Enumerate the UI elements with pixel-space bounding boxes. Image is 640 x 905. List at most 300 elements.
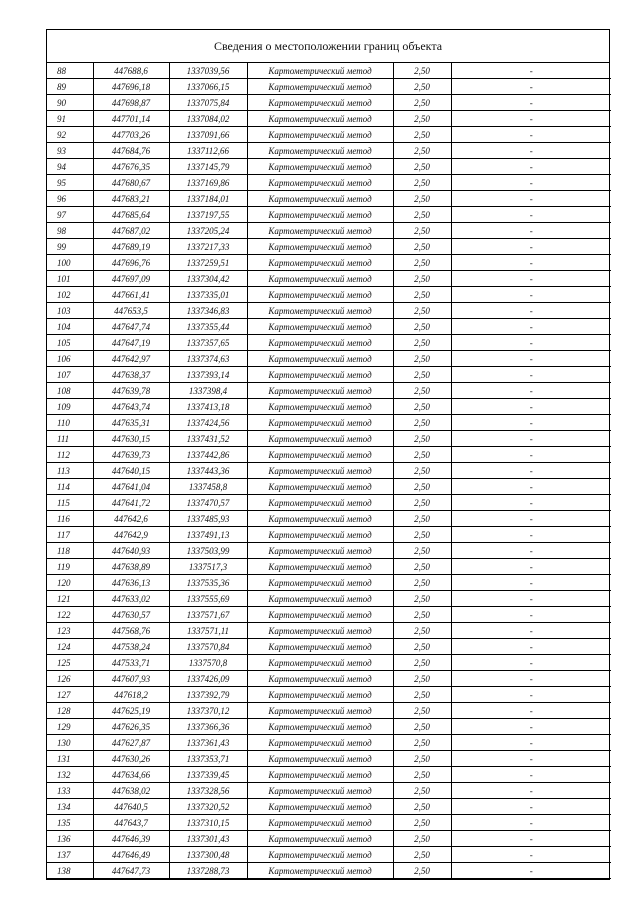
coord-x-cell: 447642,9 (93, 527, 169, 543)
table-row (47, 575, 611, 591)
description-cell: - (451, 159, 611, 175)
accuracy-cell: 2,50 (393, 703, 451, 719)
table-row (47, 511, 611, 527)
coord-y-cell: 1337310,15 (169, 815, 247, 831)
accuracy-cell: 2,50 (393, 863, 451, 879)
coord-y-cell: 1337535,36 (169, 575, 247, 591)
table-row (47, 607, 611, 623)
coord-x-cell: 447641,72 (93, 495, 169, 511)
description-cell: - (451, 207, 611, 223)
point-number-cell: 135 (47, 815, 93, 831)
coord-y-cell: 1337503,99 (169, 543, 247, 559)
method-cell: Картометрический метод (247, 719, 393, 735)
coord-y-cell: 1337357,65 (169, 335, 247, 351)
point-number-cell: 105 (47, 335, 93, 351)
description-cell: - (451, 639, 611, 655)
coord-y-cell: 1337217,33 (169, 239, 247, 255)
accuracy-cell: 2,50 (393, 239, 451, 255)
table-row (47, 591, 611, 607)
accuracy-cell: 2,50 (393, 815, 451, 831)
coord-y-cell: 1337197,55 (169, 207, 247, 223)
point-number-cell: 132 (47, 767, 93, 783)
coord-y-cell: 1337066,15 (169, 79, 247, 95)
coord-x-cell: 447687,02 (93, 223, 169, 239)
point-number-cell: 136 (47, 831, 93, 847)
point-number-cell: 131 (47, 751, 93, 767)
coord-y-cell: 1337555,69 (169, 591, 247, 607)
method-cell: Картометрический метод (247, 319, 393, 335)
coord-y-cell: 1337339,45 (169, 767, 247, 783)
accuracy-cell: 2,50 (393, 415, 451, 431)
table-row (47, 207, 611, 223)
coord-y-cell: 1337112,66 (169, 143, 247, 159)
table-row (47, 175, 611, 191)
description-cell: - (451, 767, 611, 783)
coord-x-cell: 447689,19 (93, 239, 169, 255)
point-number-cell: 116 (47, 511, 93, 527)
coord-x-cell: 447625,19 (93, 703, 169, 719)
description-cell: - (451, 463, 611, 479)
description-cell: - (451, 287, 611, 303)
method-cell: Картометрический метод (247, 95, 393, 111)
description-cell: - (451, 511, 611, 527)
description-cell: - (451, 255, 611, 271)
point-number-cell: 112 (47, 447, 93, 463)
accuracy-cell: 2,50 (393, 383, 451, 399)
point-number-cell: 104 (47, 319, 93, 335)
point-number-cell: 121 (47, 591, 93, 607)
point-number-cell: 122 (47, 607, 93, 623)
method-cell: Картометрический метод (247, 463, 393, 479)
table-row (47, 287, 611, 303)
description-cell: - (451, 127, 611, 143)
coord-y-cell: 1337084,02 (169, 111, 247, 127)
coord-y-cell: 1337320,52 (169, 799, 247, 815)
accuracy-cell: 2,50 (393, 831, 451, 847)
table-row (47, 559, 611, 575)
accuracy-cell: 2,50 (393, 639, 451, 655)
method-cell: Картометрический метод (247, 111, 393, 127)
description-cell: - (451, 831, 611, 847)
coord-y-cell: 1337328,56 (169, 783, 247, 799)
point-number-cell: 138 (47, 863, 93, 879)
table-row (47, 479, 611, 495)
coord-y-cell: 1337392,79 (169, 687, 247, 703)
description-cell: - (451, 239, 611, 255)
description-cell: - (451, 479, 611, 495)
method-cell: Картометрический метод (247, 655, 393, 671)
table-row (47, 223, 611, 239)
accuracy-cell: 2,50 (393, 319, 451, 335)
method-cell: Картометрический метод (247, 671, 393, 687)
accuracy-cell: 2,50 (393, 735, 451, 751)
accuracy-cell: 2,50 (393, 687, 451, 703)
point-number-cell: 89 (47, 79, 93, 95)
point-number-cell: 111 (47, 431, 93, 447)
point-number-cell: 118 (47, 543, 93, 559)
coord-x-cell: 447647,19 (93, 335, 169, 351)
description-cell: - (451, 447, 611, 463)
table-row (47, 271, 611, 287)
coord-x-cell: 447640,93 (93, 543, 169, 559)
accuracy-cell: 2,50 (393, 799, 451, 815)
method-cell: Картометрический метод (247, 127, 393, 143)
table-row (47, 863, 611, 879)
method-cell: Картометрический метод (247, 559, 393, 575)
accuracy-cell: 2,50 (393, 127, 451, 143)
description-cell: - (451, 575, 611, 591)
coord-y-cell: 1337393,14 (169, 367, 247, 383)
method-cell: Картометрический метод (247, 639, 393, 655)
method-cell: Картометрический метод (247, 623, 393, 639)
method-cell: Картометрический метод (247, 703, 393, 719)
coord-x-cell: 447646,49 (93, 847, 169, 863)
accuracy-cell: 2,50 (393, 447, 451, 463)
method-cell: Картометрический метод (247, 591, 393, 607)
description-cell: - (451, 415, 611, 431)
coord-x-cell: 447638,37 (93, 367, 169, 383)
point-number-cell: 123 (47, 623, 93, 639)
accuracy-cell: 2,50 (393, 575, 451, 591)
table-row (47, 703, 611, 719)
accuracy-cell: 2,50 (393, 671, 451, 687)
table-row (47, 127, 611, 143)
method-cell: Картометрический метод (247, 63, 393, 79)
point-number-cell: 106 (47, 351, 93, 367)
table-row (47, 255, 611, 271)
coord-x-cell: 447607,93 (93, 671, 169, 687)
coord-x-cell: 447661,41 (93, 287, 169, 303)
table-row (47, 847, 611, 863)
coord-y-cell: 1337431,52 (169, 431, 247, 447)
coord-y-cell: 1337571,67 (169, 607, 247, 623)
coord-y-cell: 1337491,13 (169, 527, 247, 543)
accuracy-cell: 2,50 (393, 367, 451, 383)
coord-x-cell: 447568,76 (93, 623, 169, 639)
table-row (47, 63, 611, 79)
coord-x-cell: 447685,64 (93, 207, 169, 223)
coord-y-cell: 1337346,83 (169, 303, 247, 319)
coord-x-cell: 447676,35 (93, 159, 169, 175)
coord-y-cell: 1337442,86 (169, 447, 247, 463)
accuracy-cell: 2,50 (393, 751, 451, 767)
coord-x-cell: 447642,6 (93, 511, 169, 527)
table-row (47, 335, 611, 351)
coord-y-cell: 1337301,43 (169, 831, 247, 847)
accuracy-cell: 2,50 (393, 495, 451, 511)
description-cell: - (451, 799, 611, 815)
table-row (47, 495, 611, 511)
point-number-cell: 99 (47, 239, 93, 255)
coord-y-cell: 1337413,18 (169, 399, 247, 415)
table-row (47, 367, 611, 383)
coord-y-cell: 1337169,86 (169, 175, 247, 191)
table-row (47, 783, 611, 799)
point-number-cell: 134 (47, 799, 93, 815)
point-number-cell: 126 (47, 671, 93, 687)
point-number-cell: 127 (47, 687, 93, 703)
accuracy-cell: 2,50 (393, 655, 451, 671)
point-number-cell: 133 (47, 783, 93, 799)
method-cell: Картометрический метод (247, 527, 393, 543)
coord-y-cell: 1337398,4 (169, 383, 247, 399)
method-cell: Картометрический метод (247, 79, 393, 95)
coord-x-cell: 447640,15 (93, 463, 169, 479)
coord-y-cell: 1337205,24 (169, 223, 247, 239)
description-cell: - (451, 735, 611, 751)
method-cell: Картометрический метод (247, 271, 393, 287)
accuracy-cell: 2,50 (393, 95, 451, 111)
table-row (47, 143, 611, 159)
accuracy-cell: 2,50 (393, 399, 451, 415)
coord-y-cell: 1337304,42 (169, 271, 247, 287)
method-cell: Картометрический метод (247, 239, 393, 255)
table-row (47, 751, 611, 767)
coord-x-cell: 447653,5 (93, 303, 169, 319)
point-number-cell: 92 (47, 127, 93, 143)
method-cell: Картометрический метод (247, 495, 393, 511)
point-number-cell: 117 (47, 527, 93, 543)
description-cell: - (451, 863, 611, 879)
table-row (47, 543, 611, 559)
accuracy-cell: 2,50 (393, 335, 451, 351)
method-cell: Картометрический метод (247, 383, 393, 399)
description-cell: - (451, 719, 611, 735)
point-number-cell: 96 (47, 191, 93, 207)
coord-x-cell: 447701,14 (93, 111, 169, 127)
table-title: Сведения о местоположении границ объекта (47, 30, 609, 63)
table-row (47, 671, 611, 687)
accuracy-cell: 2,50 (393, 511, 451, 527)
table-row (47, 527, 611, 543)
description-cell: - (451, 431, 611, 447)
table-row (47, 79, 611, 95)
description-cell: - (451, 527, 611, 543)
coord-x-cell: 447647,73 (93, 863, 169, 879)
coord-x-cell: 447626,35 (93, 719, 169, 735)
table-row (47, 687, 611, 703)
coord-x-cell: 447638,89 (93, 559, 169, 575)
table-row (47, 383, 611, 399)
description-cell: - (451, 751, 611, 767)
coord-x-cell: 447680,67 (93, 175, 169, 191)
coord-y-cell: 1337517,3 (169, 559, 247, 575)
point-number-cell: 93 (47, 143, 93, 159)
point-number-cell: 124 (47, 639, 93, 655)
description-cell: - (451, 95, 611, 111)
method-cell: Картометрический метод (247, 687, 393, 703)
point-number-cell: 90 (47, 95, 93, 111)
method-cell: Картометрический метод (247, 751, 393, 767)
method-cell: Картометрический метод (247, 351, 393, 367)
coord-y-cell: 1337353,71 (169, 751, 247, 767)
table-row (47, 399, 611, 415)
coord-x-cell: 447635,31 (93, 415, 169, 431)
description-cell: - (451, 703, 611, 719)
coord-y-cell: 1337443,36 (169, 463, 247, 479)
table-row (47, 431, 611, 447)
table-row (47, 623, 611, 639)
description-cell: - (451, 815, 611, 831)
accuracy-cell: 2,50 (393, 591, 451, 607)
accuracy-cell: 2,50 (393, 63, 451, 79)
coord-x-cell: 447618,2 (93, 687, 169, 703)
table-row (47, 831, 611, 847)
accuracy-cell: 2,50 (393, 175, 451, 191)
point-number-cell: 137 (47, 847, 93, 863)
description-cell: - (451, 543, 611, 559)
coord-x-cell: 447698,87 (93, 95, 169, 111)
table-row (47, 191, 611, 207)
description-cell: - (451, 191, 611, 207)
coord-y-cell: 1337184,01 (169, 191, 247, 207)
description-cell: - (451, 783, 611, 799)
accuracy-cell: 2,50 (393, 191, 451, 207)
method-cell: Картометрический метод (247, 783, 393, 799)
accuracy-cell: 2,50 (393, 783, 451, 799)
point-number-cell: 101 (47, 271, 93, 287)
description-cell: - (451, 351, 611, 367)
point-number-cell: 113 (47, 463, 93, 479)
method-cell: Картометрический метод (247, 431, 393, 447)
coord-x-cell: 447639,73 (93, 447, 169, 463)
method-cell: Картометрический метод (247, 143, 393, 159)
description-cell: - (451, 319, 611, 335)
accuracy-cell: 2,50 (393, 463, 451, 479)
point-number-cell: 109 (47, 399, 93, 415)
coord-x-cell: 447641,04 (93, 479, 169, 495)
point-number-cell: 130 (47, 735, 93, 751)
description-cell: - (451, 399, 611, 415)
accuracy-cell: 2,50 (393, 143, 451, 159)
table-row (47, 239, 611, 255)
coord-y-cell: 1337091,66 (169, 127, 247, 143)
point-number-cell: 97 (47, 207, 93, 223)
point-number-cell: 120 (47, 575, 93, 591)
point-number-cell: 107 (47, 367, 93, 383)
coord-y-cell: 1337570,8 (169, 655, 247, 671)
point-number-cell: 115 (47, 495, 93, 511)
method-cell: Картометрический метод (247, 255, 393, 271)
coord-x-cell: 447627,87 (93, 735, 169, 751)
method-cell: Картометрический метод (247, 847, 393, 863)
coord-x-cell: 447684,76 (93, 143, 169, 159)
coord-x-cell: 447643,7 (93, 815, 169, 831)
coord-y-cell: 1337075,84 (169, 95, 247, 111)
accuracy-cell: 2,50 (393, 543, 451, 559)
description-cell: - (451, 335, 611, 351)
method-cell: Картометрический метод (247, 335, 393, 351)
table-row (47, 111, 611, 127)
method-cell: Картометрический метод (247, 303, 393, 319)
coord-x-cell: 447647,74 (93, 319, 169, 335)
accuracy-cell: 2,50 (393, 847, 451, 863)
point-number-cell: 119 (47, 559, 93, 575)
accuracy-cell: 2,50 (393, 351, 451, 367)
method-cell: Картометрический метод (247, 831, 393, 847)
method-cell: Картометрический метод (247, 223, 393, 239)
coord-y-cell: 1337259,51 (169, 255, 247, 271)
accuracy-cell: 2,50 (393, 719, 451, 735)
method-cell: Картометрический метод (247, 287, 393, 303)
coord-y-cell: 1337335,01 (169, 287, 247, 303)
point-number-cell: 103 (47, 303, 93, 319)
coord-x-cell: 447636,13 (93, 575, 169, 591)
accuracy-cell: 2,50 (393, 303, 451, 319)
accuracy-cell: 2,50 (393, 559, 451, 575)
accuracy-cell: 2,50 (393, 271, 451, 287)
coord-y-cell: 1337426,09 (169, 671, 247, 687)
table-row (47, 303, 611, 319)
coord-y-cell: 1337355,44 (169, 319, 247, 335)
description-cell: - (451, 175, 611, 191)
accuracy-cell: 2,50 (393, 207, 451, 223)
description-cell: - (451, 303, 611, 319)
method-cell: Картометрический метод (247, 159, 393, 175)
method-cell: Картометрический метод (247, 399, 393, 415)
coord-y-cell: 1337288,73 (169, 863, 247, 879)
method-cell: Картометрический метод (247, 175, 393, 191)
accuracy-cell: 2,50 (393, 479, 451, 495)
description-cell: - (451, 383, 611, 399)
coord-y-cell: 1337145,79 (169, 159, 247, 175)
coord-y-cell: 1337370,12 (169, 703, 247, 719)
description-cell: - (451, 111, 611, 127)
table-row (47, 351, 611, 367)
description-cell: - (451, 271, 611, 287)
method-cell: Картометрический метод (247, 607, 393, 623)
method-cell: Картометрический метод (247, 863, 393, 879)
coord-x-cell: 447688,6 (93, 63, 169, 79)
document-sheet (46, 29, 610, 880)
method-cell: Картометрический метод (247, 447, 393, 463)
method-cell: Картометрический метод (247, 815, 393, 831)
point-number-cell: 114 (47, 479, 93, 495)
table-row (47, 799, 611, 815)
description-cell: - (451, 607, 611, 623)
table-row (47, 735, 611, 751)
point-number-cell: 98 (47, 223, 93, 239)
accuracy-cell: 2,50 (393, 255, 451, 271)
accuracy-cell: 2,50 (393, 767, 451, 783)
accuracy-cell: 2,50 (393, 223, 451, 239)
table-row (47, 319, 611, 335)
accuracy-cell: 2,50 (393, 623, 451, 639)
description-cell: - (451, 671, 611, 687)
coord-x-cell: 447642,97 (93, 351, 169, 367)
table-row (47, 655, 611, 671)
coord-y-cell: 1337039,56 (169, 63, 247, 79)
accuracy-cell: 2,50 (393, 111, 451, 127)
point-number-cell: 128 (47, 703, 93, 719)
point-number-cell: 94 (47, 159, 93, 175)
coord-x-cell: 447638,02 (93, 783, 169, 799)
point-number-cell: 88 (47, 63, 93, 79)
coord-y-cell: 1337570,84 (169, 639, 247, 655)
coord-x-cell: 447633,02 (93, 591, 169, 607)
coord-x-cell: 447696,76 (93, 255, 169, 271)
method-cell: Картометрический метод (247, 575, 393, 591)
description-cell: - (451, 63, 611, 79)
coord-x-cell: 447697,09 (93, 271, 169, 287)
boundary-points-table (47, 63, 611, 879)
table-row (47, 719, 611, 735)
coord-x-cell: 447639,78 (93, 383, 169, 399)
accuracy-cell: 2,50 (393, 287, 451, 303)
coord-x-cell: 447646,39 (93, 831, 169, 847)
accuracy-cell: 2,50 (393, 607, 451, 623)
coord-x-cell: 447634,66 (93, 767, 169, 783)
